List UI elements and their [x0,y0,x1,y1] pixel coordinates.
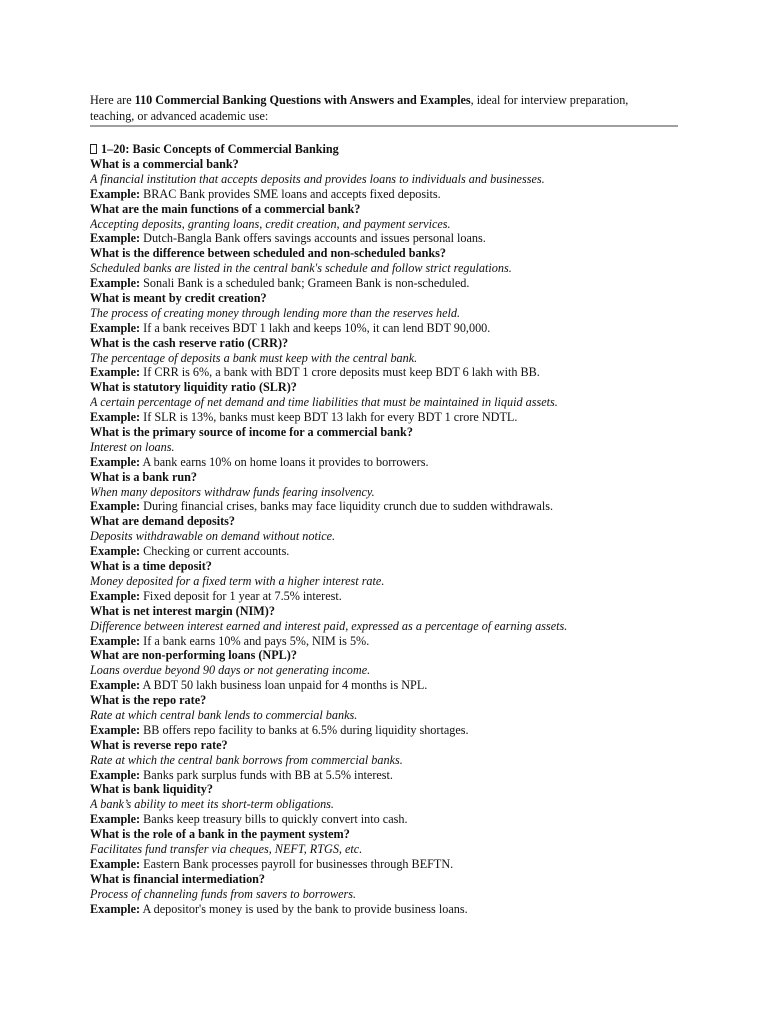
example-text: If SLR is 13%, banks must keep BDT 13 lakh for every BDT 1 crore NDTL. [140,410,518,425]
example-label: Example: [90,722,141,737]
example-label: Example: [90,186,141,201]
question-text: What is a commercial bank? [90,157,239,171]
question-text: What is the primary source of income for a commercial bank? [90,425,413,440]
question-text: What are non-performing loans (NPL)? [90,648,297,663]
example-label: Example: [90,365,141,380]
qa-item [90,738,678,783]
qa-item [90,693,678,738]
answer-text: A certain percentage of net demand and time liabilities that must be maintained in liquid assets. [90,395,558,410]
example-line [90,634,678,649]
example-text: Checking or current accounts. [140,544,290,559]
example-text: If a bank earns 10% and pays 5%, NIM is 5%. [140,633,370,648]
example-label: Example: [90,856,141,871]
example-line [90,678,678,693]
example-label: Example: [90,812,141,827]
example-text: Banks park surplus funds with BB at 5.5% interest. [140,767,393,782]
qa-item [90,202,678,247]
example-label: Example: [90,231,141,246]
intro-bold-title: 110 Commercial Banking Questions with Answers and Examples [134,93,471,107]
example-text: A depositor's money is used by the bank to provide business loans. [140,901,468,916]
qa-item [90,157,678,202]
intro-prefix: Here are [90,93,135,107]
document-body [90,92,678,916]
qa-item [90,470,678,515]
example-text: Fixed deposit for 1 year at 7.5% interest. [140,588,342,603]
example-text: A BDT 50 lakh business loan unpaid for 4 months is NPL. [140,678,428,693]
answer-text: Accepting deposits, granting loans, credit creation, and payment services. [90,216,451,231]
qa-item [90,425,678,470]
qa-item [90,246,678,291]
example-text: BB offers repo facility to banks at 6.5% during liquidity shortages. [140,722,469,737]
qa-item [90,604,678,649]
answer-text: When many depositors withdraw funds fearing insolvency. [90,484,375,499]
question-text: What is net interest margin (NIM)? [90,603,275,618]
qa-item [90,291,678,336]
question-text: What are the main functions of a commercial bank? [90,201,361,216]
intro-paragraph [90,92,678,124]
answer-text: Scheduled banks are listed in the central bank's schedule and follow strict regulations. [90,261,512,276]
example-line [90,812,678,827]
qa-item [90,648,678,693]
question-text: What is statutory liquidity ratio (SLR)? [90,380,297,395]
answer-text: The percentage of deposits a bank must keep with the central bank. [90,350,418,365]
example-label: Example: [90,678,141,693]
example-line [90,455,678,470]
question-text: What is the role of a bank in the payment system? [90,827,350,842]
example-label: Example: [90,410,141,425]
answer-text: A financial institution that accepts deposits and provides loans to individuals and businesses. [90,171,545,186]
example-label: Example: [90,901,141,916]
example-label: Example: [90,454,141,469]
example-line [90,499,678,514]
example-line [90,276,678,291]
example-line [90,768,678,783]
example-line [90,902,678,917]
question-text: What is the cash reserve ratio (CRR)? [90,335,289,350]
qa-item [90,559,678,604]
qa-item [90,514,678,559]
example-line [90,544,678,559]
example-text: If CRR is 6%, a bank with BDT 1 crore deposits must keep BDT 6 lakh with BB. [140,365,540,380]
answer-text: The process of creating money through lending more than the reserves held. [90,305,461,320]
answer-text: Loans overdue beyond 90 days or not generating income. [90,663,371,678]
example-label: Example: [90,633,141,648]
question-text: What is meant by credit creation? [90,291,267,306]
answer-text: Deposits withdrawable on demand without notice. [90,529,336,544]
example-text: During financial crises, banks may face liquidity crunch due to sudden withdrawals. [140,499,554,514]
qa-item [90,336,678,381]
qa-list [90,157,678,916]
example-label: Example: [90,320,141,335]
qa-item [90,380,678,425]
example-text: If a bank receives BDT 1 lakh and keeps 10%, it can lend BDT 90,000. [140,320,491,335]
question-text: What is a bank run? [90,469,198,484]
example-line [90,187,678,202]
question-text: What is the repo rate? [90,693,207,708]
answer-text: Rate at which the central bank borrows from commercial banks. [90,752,403,767]
example-text: Banks keep treasury bills to quickly convert into cash. [140,812,408,827]
answer-text: Money deposited for a fixed term with a higher interest rate. [90,573,385,588]
missing-glyph-box-icon [90,144,97,154]
example-text: Sonali Bank is a scheduled bank; Grameen Bank is non-scheduled. [140,276,470,291]
example-line [90,410,678,425]
question-text: What is financial intermediation? [90,871,266,886]
question-text: What is a time deposit? [90,559,212,574]
example-line [90,365,678,380]
example-line [90,321,678,336]
question-text: What is bank liquidity? [90,782,213,797]
qa-item [90,782,678,827]
question-text: What is the difference between scheduled and non-scheduled banks? [90,246,446,261]
qa-item [90,872,678,917]
question-text: What is reverse repo rate? [90,737,228,752]
intro-line2: teaching, or advanced academic use: [90,109,269,123]
example-label: Example: [90,588,141,603]
intro-rest: , ideal for interview preparation, [470,93,629,107]
example-text: Dutch-Bangla Bank offers savings accounts and issues personal loans. [140,231,486,246]
example-label: Example: [90,544,141,559]
qa-item [90,827,678,872]
example-text: BRAC Bank provides SME loans and accepts fixed deposits. [140,186,441,201]
section-heading-text: 1–20: Basic Concepts of Commercial Banking [101,142,339,156]
example-text: Eastern Bank processes payroll for businesses through BEFTN. [140,856,454,871]
answer-text: Difference between interest earned and interest paid, expressed as a percentage of earning assets. [90,618,568,633]
answer-text: Rate at which central bank lends to commercial banks. [90,707,358,722]
answer-text: Facilitates fund transfer via cheques, NEFT, RTGS, etc. [90,841,363,856]
example-label: Example: [90,499,141,514]
example-line [90,231,678,246]
answer-text: Process of channeling funds from savers to borrowers. [90,886,357,901]
example-label: Example: [90,767,141,782]
horizontal-rule [90,125,678,127]
example-label: Example: [90,276,141,291]
answer-text: Interest on loans. [90,439,175,454]
answer-text: A bank’s ability to meet its short-term obligations. [90,797,334,812]
example-text: A bank earns 10% on home loans it provides to borrowers. [140,454,429,469]
example-line [90,857,678,872]
example-line [90,723,678,738]
question-text: What are demand deposits? [90,514,236,529]
section-heading [90,142,678,157]
example-line [90,589,678,604]
